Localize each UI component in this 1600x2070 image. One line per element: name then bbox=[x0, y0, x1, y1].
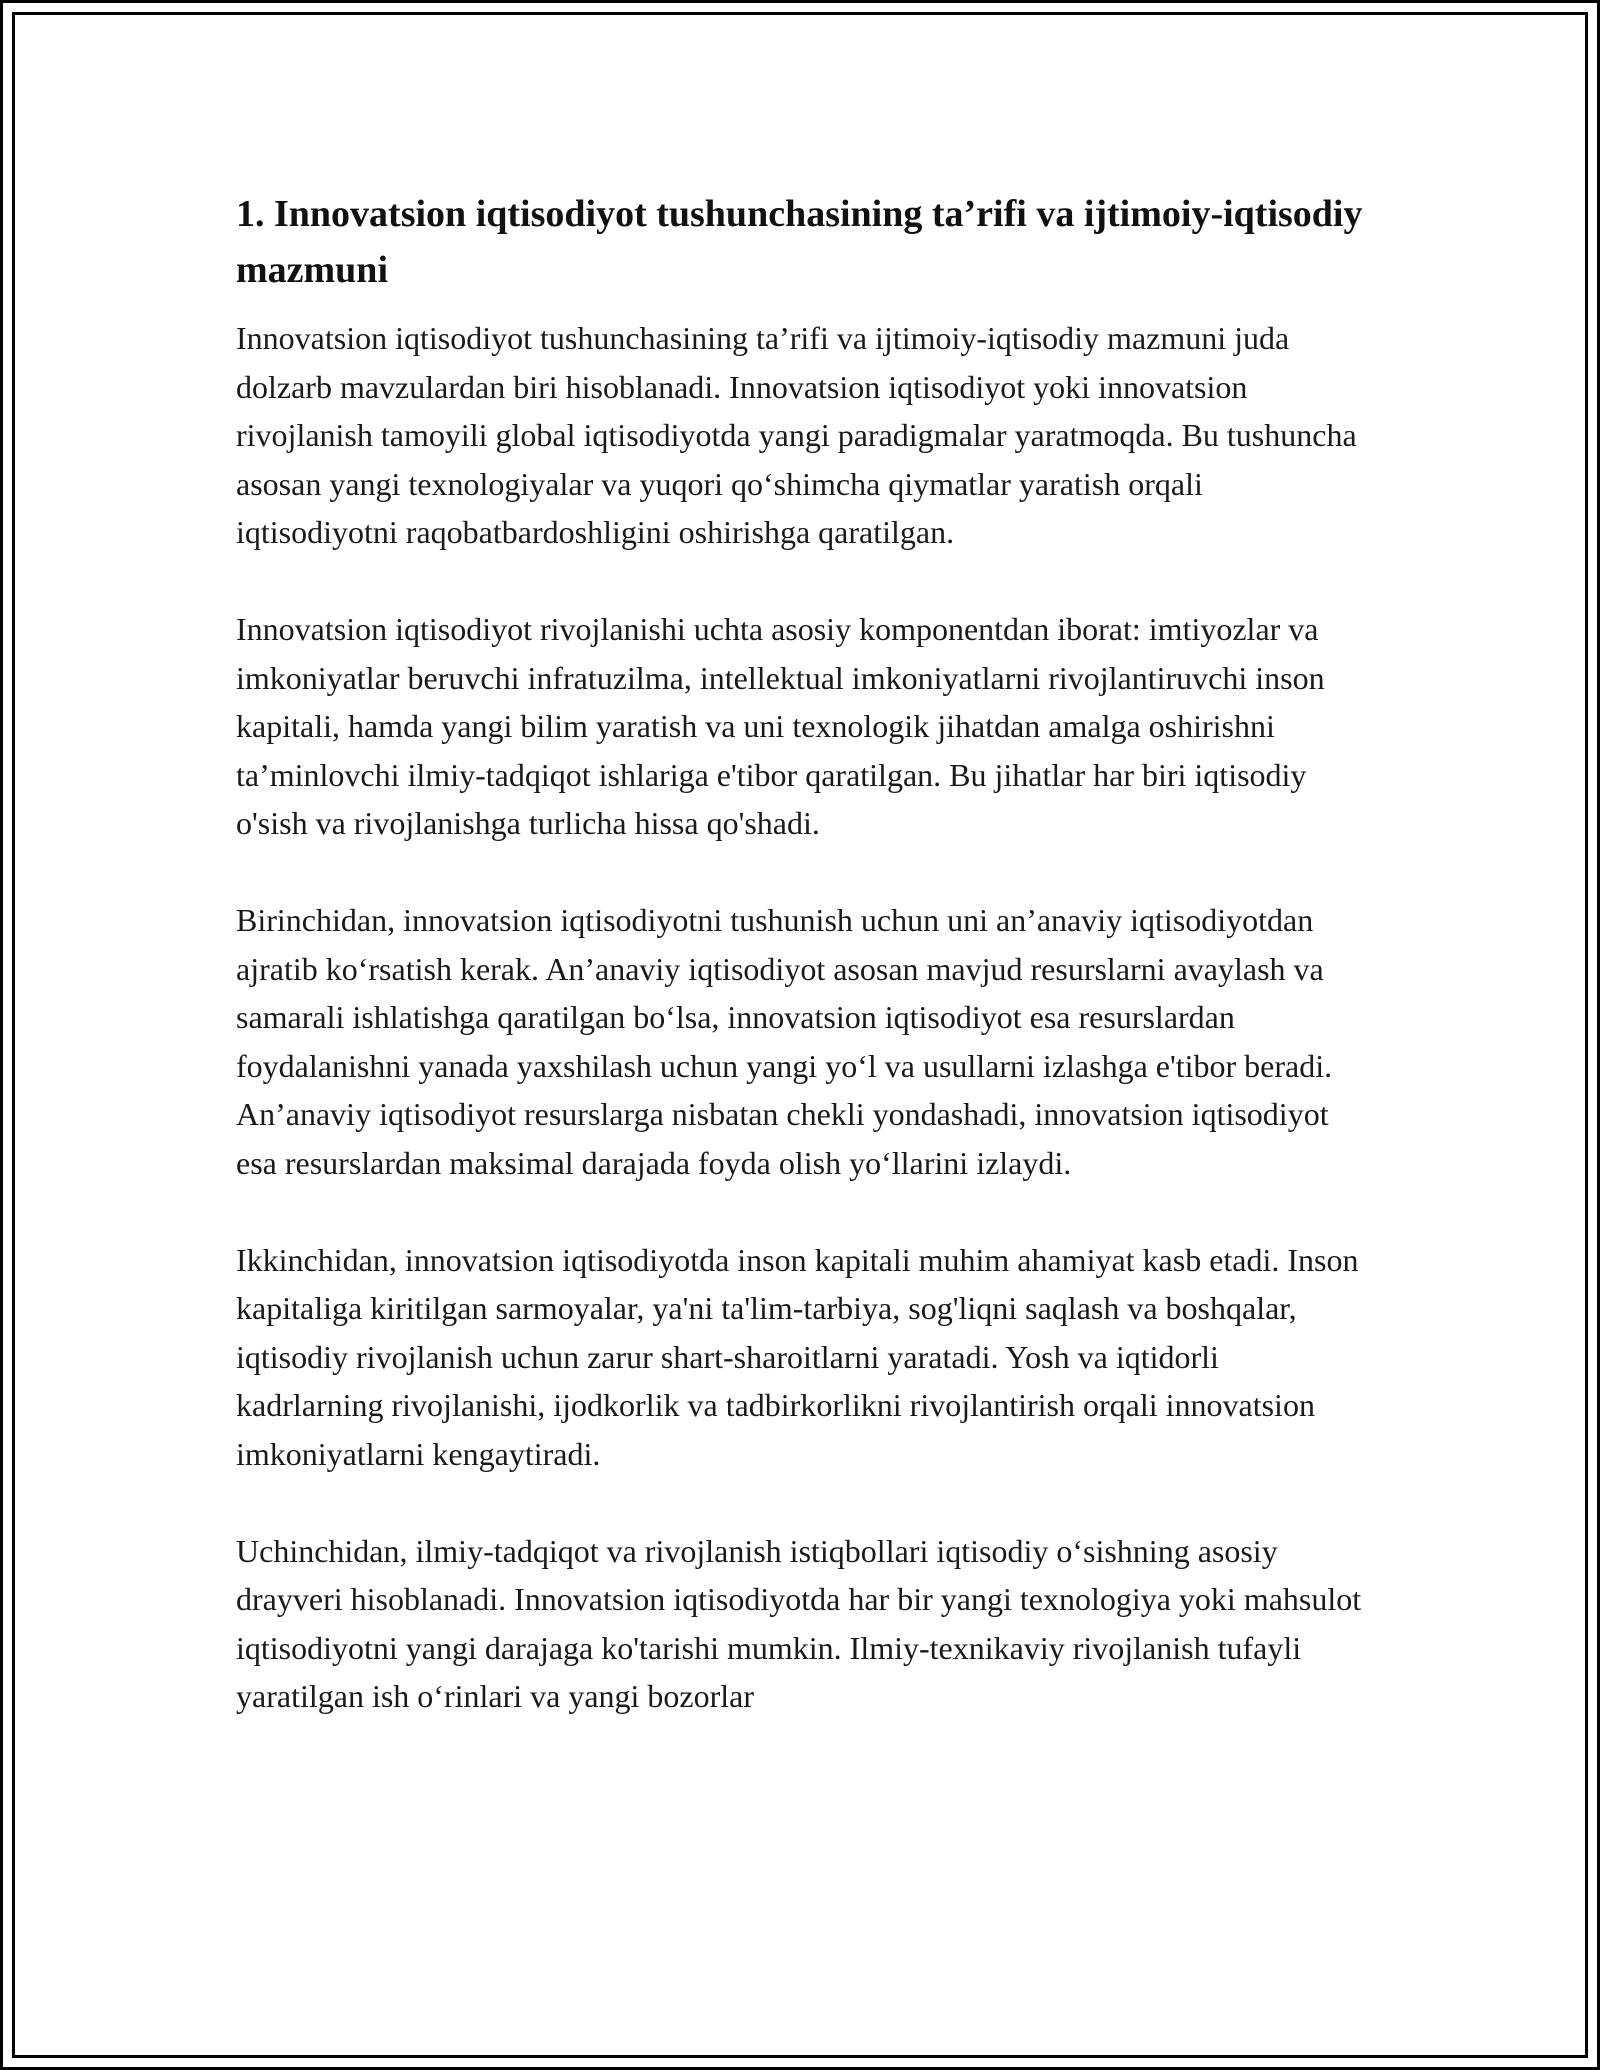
paragraph-5: Uchinchidan, ilmiy-tadqiqot va rivojlanish istiqbollari iqtisodiy o‘sishning asosiy drayveri hisoblanadi. Innovatsion iqtisodiyotda har bir yangi texnologiya yoki mahsulot iqtisodiyotni yangi darajaga ko'tarishi mumkin. Ilmiy-texnikaviy rivojlanish tufayli yaratilgan ish o‘rinlari va yangi bozorlar bbox=[236, 1532, 1362, 1714]
paragraph-2: Innovatsion iqtisodiyot rivojlanishi uchta asosiy komponentdan iborat: imtiyozlar va imkoniyatlar beruvchi infratuzilma, intellektual imkoniyatlarni rivojlantiruvchi inson kapitali, hamda yangi bilim yaratish va uni texnologik jihatdan amalga oshirishni ta’minlovchi ilmiy-tadqiqot ishlariga e'tibor qaratilgan. Bu jihatlar har biri iqtisodiy o'sish va rivojlanishga turlicha hissa qo'shadi. bbox=[236, 611, 1325, 841]
document-body bbox=[236, 186, 1366, 1721]
paragraph-1: Innovatsion iqtisodiyot tushunchasining ta’rifi va ijtimoiy-iqtisodiy mazmuni juda dolzarb mavzulardan biri hisoblanadi. Innovatsion iqtisodiyot yoki innovatsion rivojlanish tamoyili global iqtisodiyotda yangi paradigmalar yaratmoqda. Bu tushuncha asosan yangi texnologiyalar va yuqori qo‘shimcha qiymatlar yaratish orqali iqtisodiyotni raqobatbardoshligini oshirishga qaratilgan. bbox=[236, 320, 1357, 550]
paragraph-4: Ikkinchidan, innovatsion iqtisodiyotda inson kapitali muhim ahamiyat kasb etadi. Inson kapitaliga kiritilgan sarmoyalar, ya'ni ta'lim-tarbiya, sog'liqni saqlash va boshqalar, iqtisodiy rivojlanish uchun zarur shart-sharoitlarni yaratadi. Yosh va iqtidorli kadrlarning rivojlanishi, ijodkorlik va tadbirkorlikni rivojlantirish orqali innovatsion imkoniyatlarni kengaytiradi. bbox=[236, 1241, 1359, 1472]
paragraph-3: Birinchidan, innovatsion iqtisodiyotni tushunish uchun uni an’anaviy iqtisodiyotdan ajratib ko‘rsatish kerak. An’anaviy iqtisodiyot asosan mavjud resurslarni avaylash va samarali ishlatishga qaratilgan bo‘lsa, innovatsion iqtisodiyot esa resurslardan foydalanishni yanada yaxshilash uchun yangi yo‘l va usullarni izlashga e'tibor beradi. An’anaviy iqtisodiyot resurslarga nisbatan chekli yondashadi, innovatsion iqtisodiyot esa resurslardan maksimal darajada foyda olish yo‘llarini izlaydi. bbox=[236, 902, 1333, 1181]
section-heading: 1. Innovatsion iqtisodiyot tushunchasining ta’rifi va ijtimoiy-iqtisodiy mazmuni bbox=[236, 193, 1363, 291]
